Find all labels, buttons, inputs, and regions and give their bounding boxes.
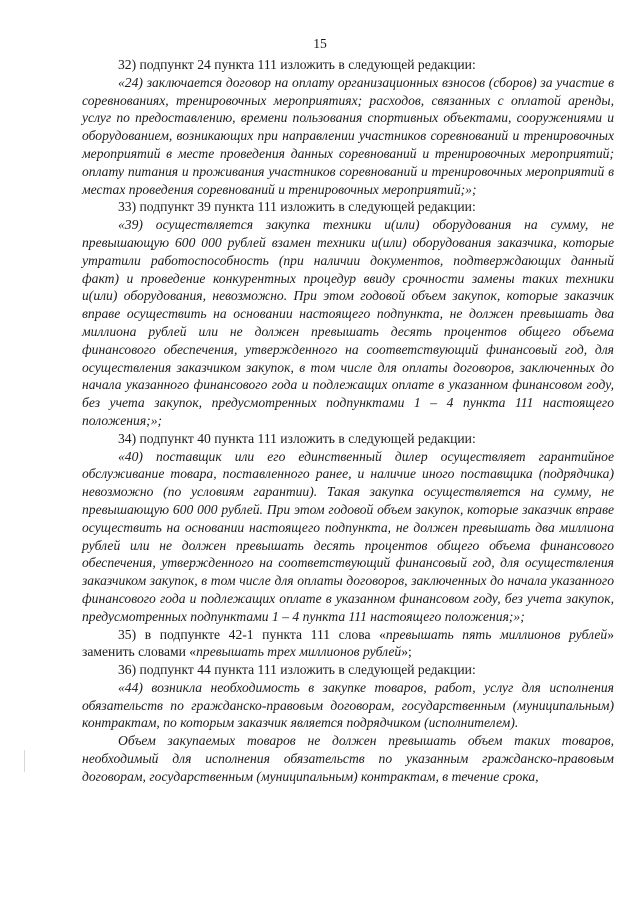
paragraph — [82, 626, 614, 662]
text-segment: »; — [401, 644, 412, 660]
quoted-paragraph: «24) заключается договор на оплату организационных взносов (сборов) за участие в соревнованиях, тренировочных мероприятиях; расходов, связанных с оплатой аренды, услуг по предоставлению, времени пользования спортивных объектами, сооружениями и оборудованием, возникающих при направлении участников соревнований и тренировочных мероприятий в месте проведения данных соревнований и тренировочных мероприятий; оплату питания и проживания участников соревнований и тренировочных мероприятий в местах проведения соревнований и тренировочных мероприятий;»; — [82, 74, 614, 197]
quoted-paragraph: Объем закупаемых товаров не должен превышать объем таких товаров, необходимый для исполнения обязательств по указанным гражданско-правовым договорам, государственным (муниципальным) контрактам, в течение срока, — [82, 733, 614, 784]
paragraph: 36) подпункт 44 пункта 111 изложить в следующей редакции: — [118, 662, 476, 678]
text-segment: 35) в подпункте 42-1 пункта 111 слова « — [118, 626, 386, 642]
quoted-phrase: превышать трех миллионов рублей — [196, 644, 402, 660]
quoted-paragraph: «44) возникла необходимость в закупке товаров, работ, услуг для исполнения обязательств по гражданско-правовым договорам, государственным (муниципальным) контрактам, по которым заказчик является подрядчиком (исполнителем). — [82, 679, 614, 731]
paragraph: 33) подпункт 39 пункта 111 изложить в следующей редакции: — [118, 199, 476, 215]
document-body — [82, 56, 614, 786]
quoted-phrase: превышать пять миллионов рублей — [385, 626, 608, 642]
margin-mark — [24, 750, 25, 772]
quoted-paragraph: «39) осуществляется закупка техники и(или) оборудования на сумму, не превышающую 600 000 рублей взамен техники и(или) оборудования заказчика, которые утратили работоспособность (при наличии документов, подтверждающих данный факт) и проведение конкурентных процедур ввиду срочности замены таких техники и(или) оборудования, невозможно. При этом годовой объем закупок, которые заказчик вправе осуществить на основании настоящего подпункта, не должен превышать два миллиона рублей или не должен превышать десять процентов общего объема финансового обеспечения, утвержденного на соответствующий финансовый год, для осуществления заказчиком закупок, в том числе для оплаты договоров, заключенных до начала указанного финансового года и подлежащих оплате в указанном финансовом году, без учета закупок, предусмотренных подпунктами 1 – 4 пункта 111 настоящего положения;»; — [82, 217, 614, 428]
quoted-paragraph: «40) поставщик или его единственный дилер осуществляет гарантийное обслуживание товара, поставленного ранее, и наличие иного поставщика (подрядчика) невозможно (по условиям гарантии). Такая закупка осуществляется на сумму, не превышающую 600 000 рублей. При этом годовой объем закупок, которые заказчик вправе осуществить на основании настоящего подпункта, не должен превышать два миллиона рублей или не должен превышать десять процентов общего объема финансового обеспечения, утвержденного на соответствующий финансовый год, для осуществления заказчиком закупок, в том числе для оплаты договоров, заключенных до начала указанного финансового года и подлежащих оплате в указанном финансовом году, без учета закупок, предусмотренных подпунктами 1 – 4 пункта 111 настоящего положения;»; — [82, 448, 614, 624]
text-segment: » заменить словами « — [82, 626, 614, 660]
paragraph: 32) подпункт 24 пункта 111 изложить в следующей редакции: — [118, 57, 476, 72]
paragraph: 34) подпункт 40 пункта 111 изложить в следующей редакции: — [118, 430, 476, 446]
page-number: 15 — [313, 36, 327, 51]
